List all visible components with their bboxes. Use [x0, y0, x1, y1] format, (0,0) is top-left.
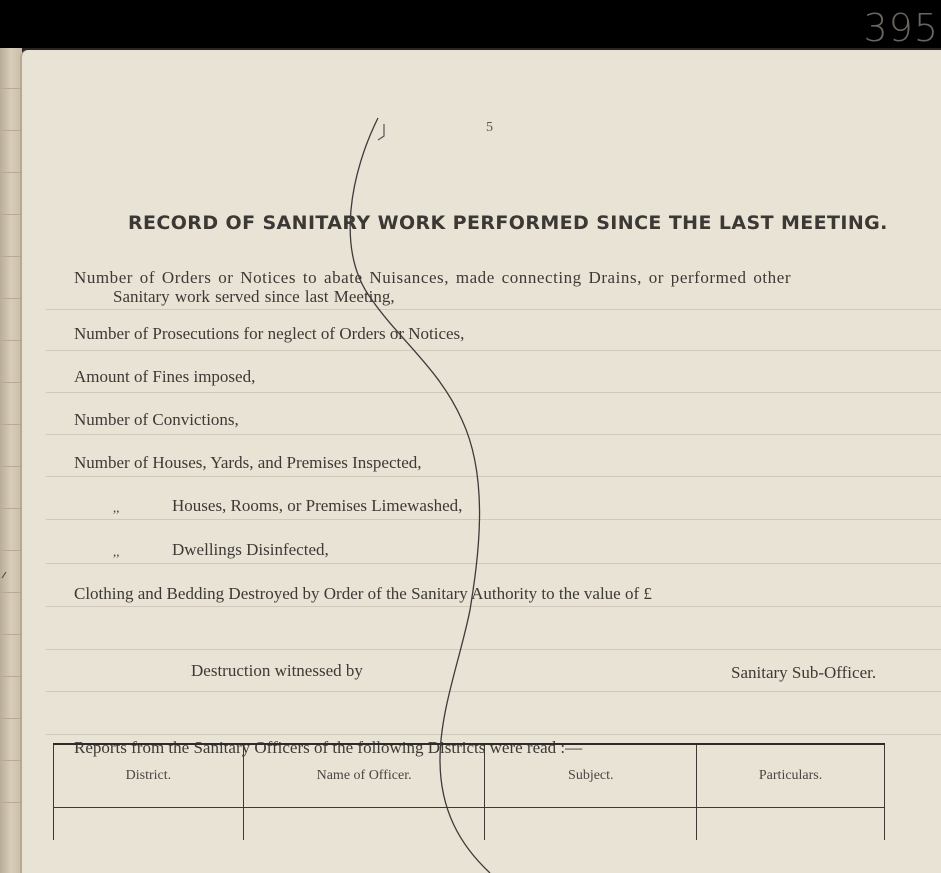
orders-line-2: Sanitary work served since last Meeting, [113, 287, 395, 306]
prosecutions-line: Number of Prosecutions for neglect of Orders or Notices, [74, 324, 465, 343]
reports-intro: Reports from the Sanitary Officers of the following Districts were read :— [74, 738, 583, 757]
page-number: 5 [486, 120, 493, 135]
ditto-mark-2: ,, [113, 544, 120, 559]
folio-number: 395 [863, 6, 939, 50]
header-subject: Subject. [485, 744, 697, 808]
convictions-line: Number of Convictions, [74, 410, 239, 429]
disinfected-line: Dwellings Disinfected, [172, 540, 329, 559]
header-particulars: Particulars. [697, 744, 885, 808]
witness-label: Destruction witnessed by [191, 661, 363, 680]
inspected-line: Number of Houses, Yards, and Premises Inspected, [74, 453, 422, 472]
header-officer: Name of Officer. [243, 744, 485, 808]
clothing-line: Clothing and Bedding Destroyed by Order of the Sanitary Authority to the value of £ [74, 584, 652, 603]
ditto-mark-1: ,, [113, 500, 120, 515]
fines-line: Amount of Fines imposed, [74, 367, 256, 386]
orders-line-1: Number of Orders or Notices to abate Nuisances, made connecting Drains, or performed other [74, 268, 792, 287]
header-district: District. [54, 744, 244, 808]
page-title: RECORD OF SANITARY WORK PERFORMED SINCE THE LAST MEETING. [128, 212, 888, 234]
limewashed-line: Houses, Rooms, or Premises Limewashed, [172, 496, 463, 515]
officer-label: Sanitary Sub-Officer. [731, 663, 877, 682]
